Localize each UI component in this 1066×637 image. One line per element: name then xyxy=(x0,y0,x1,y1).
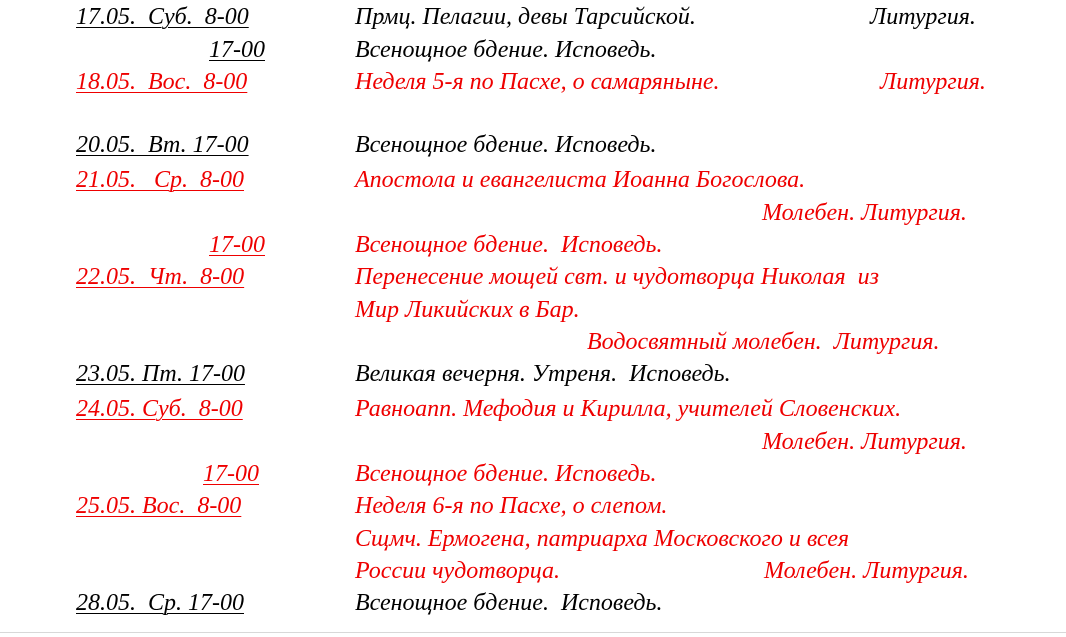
event-text: Всенощное бдение. Исповедь. xyxy=(355,232,663,258)
time-cell: 17-00 xyxy=(203,461,259,487)
event-text: Всенощное бдение. Исповедь. xyxy=(355,132,657,158)
event-text: Прмц. Пелагии, девы Тарсийской. xyxy=(355,4,696,30)
event-text-line3: России чудотворца. xyxy=(355,558,560,584)
date-cell: 22.05. Чт. 8-00 xyxy=(76,264,245,290)
date-cell: 28.05. Ср. 17-00 xyxy=(76,590,244,616)
event-text: Неделя 5-я по Пасхе, о самаряныне. xyxy=(355,69,720,95)
event-text: Перенесение мощей свт. и чудотворца Николая из xyxy=(355,264,880,290)
service-text: Литургия. xyxy=(870,4,976,30)
event-text: Великая вечерня. Утреня. Исповедь. xyxy=(355,361,731,387)
service-text: Молебен. Литургия. xyxy=(764,558,969,584)
event-text: Равноапп. Мефодия и Кирилла, учителей Словенских. xyxy=(355,396,902,422)
service-text: Молебен. Литургия. xyxy=(762,200,967,226)
event-text: Всенощное бдение. Исповедь. xyxy=(355,37,657,63)
date-cell: 20.05. Вт. 17-00 xyxy=(76,132,249,158)
time-cell: 17-00 xyxy=(209,37,265,63)
date-cell: 23.05. Пт. 17-00 xyxy=(76,361,245,387)
service-text: Литургия. xyxy=(880,69,986,95)
page-bottom-border xyxy=(0,632,1066,633)
event-text: Всенощное бдение. Исповедь. xyxy=(355,461,657,487)
event-text: Всенощное бдение. Исповедь. xyxy=(355,590,663,616)
date-cell: 21.05. Ср. 8-00 xyxy=(76,167,244,193)
date-cell: 17.05. Суб. 8-00 xyxy=(76,4,249,30)
event-text-line2: Сщмч. Ермогена, патриарха Московского и всея xyxy=(355,526,850,552)
date-cell: 25.05. Вос. 8-00 xyxy=(76,493,242,519)
date-cell: 18.05. Вос. 8-00 xyxy=(76,69,248,95)
event-text-line2: Мир Ликийских в Бар. xyxy=(355,297,580,323)
date-cell: 24.05. Суб. 8-00 xyxy=(76,396,243,422)
event-text: Неделя 6-я по Пасхе, о слепом. xyxy=(355,493,668,519)
time-cell: 17-00 xyxy=(209,232,265,258)
event-text: Апостола и евангелиста Иоанна Богослова. xyxy=(355,167,806,193)
service-text: Водосвятный молебен. Литургия. xyxy=(587,329,940,355)
service-text: Молебен. Литургия. xyxy=(762,429,967,455)
